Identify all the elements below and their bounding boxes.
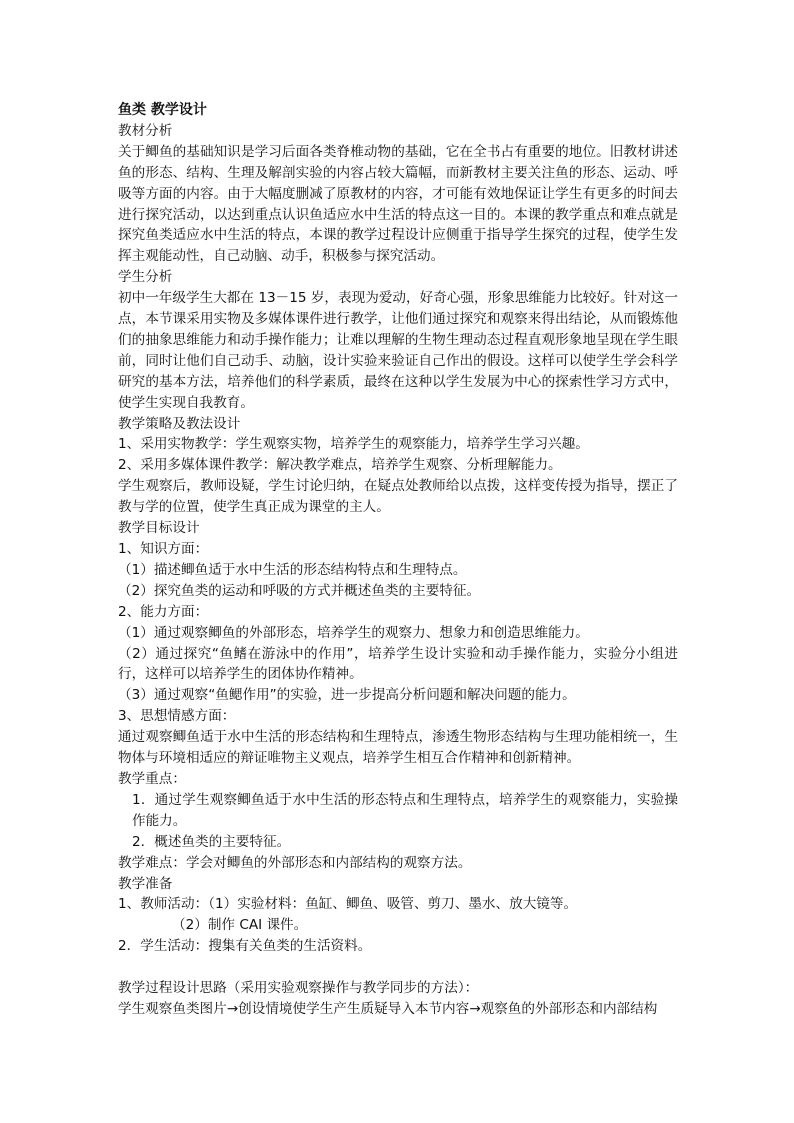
goal-knowledge-item-1: （1）描述鲫鱼适于水中生活的形态结构特点和生理特点。: [118, 561, 467, 578]
goal-emotion-heading: 3、思想情感方面：: [118, 708, 236, 725]
goal-ability-item-2: （2）通过探究“鱼鳍在游泳中的作用”，培养学生设计实验和动手操作能力，实验分小组进行，这样可以培养学生的团体协作精神。: [118, 645, 678, 683]
strategy-item-1: 1、采用实物教学：学生观察实物，培养学生的观察能力，培养学生学习兴趣。: [118, 436, 589, 453]
heading-student: 学生分析: [118, 269, 173, 286]
heading-strategy: 教学策略及教法设计: [118, 415, 241, 432]
document-page: [118, 100, 678, 1020]
prep-item-1b: （2）制作 CAI 课件。: [172, 917, 308, 934]
difficulty-line: 教学难点：学会对鲫鱼的外部形态和内部结构的观察方法。: [118, 854, 472, 871]
goal-emotion-paragraph: 通过观察鲫鱼适于水中生活的形态结构和生理特点，渗透生物形态结构与生理功能相统一，生物体与环境相适应的辩证唯物主义观点，培养学生相互合作精神和创新精神。: [118, 729, 678, 767]
heading-goals: 教学目标设计: [118, 520, 200, 537]
paragraph-student: 初中一年级学生大都在 13－15 岁，表现为爱动，好奇心强，形象思维能力比较好。针对这一点，本节课采用实物及多媒体课件进行教学，让他们通过探究和观察来得出结论，从而锻炼他们的抽象思维能力和动手操作能力；让难以理解的生物生理动态过程直观形象地呈现在学生眼前，同时让他们自己动手、动脑，设计实验来验证自己作出的假设。这样可以使学生学会科学研究的基本方法，培养他们的科学素质，最终在这种以学生发展为中心的探索性学习方式中，使学生实现自我教育。: [118, 290, 678, 411]
page-title: 鱼类 教学设计: [118, 102, 207, 118]
paragraph-process: 学生观察鱼类图片→创设情境使学生产生质疑导入本节内容→观察鱼的外部形态和内部结构: [118, 1000, 658, 1017]
heading-preparation: 教学准备: [118, 875, 173, 892]
goal-ability-item-1: （1）通过观察鲫鱼的外部形态，培养学生的观察力、想象力和创造思维能力。: [118, 624, 589, 641]
goal-knowledge-heading: 1、知识方面：: [118, 541, 209, 558]
prep-item-1: 1、教师活动：（1）实验材料：鱼缸、鲫鱼、吸管、剪刀、墨水、放大镜等。: [118, 896, 578, 913]
blank-line: [118, 957, 678, 978]
goal-ability-item-3: （3）通过观察“鱼鳃作用”的实验，进一步提高分析问题和解决问题的能力。: [118, 687, 576, 704]
goal-ability-heading: 2、能力方面：: [118, 603, 209, 620]
heading-material: 教材分析: [118, 122, 173, 139]
strategy-paragraph: 学生观察后，教师设疑，学生讨论归纳，在疑点处教师给以点拨，这样变传授为指导，摆正了教与学的位置，使学生真正成为课堂的主人。: [118, 478, 678, 516]
paragraph-material: 关于鲫鱼的基础知识是学习后面各类脊椎动物的基础，它在全书占有重要的地位。旧教材讲述鱼的形态、结构、生理及解剖实验的内容占较大篇幅，而新教材主要关注鱼的形态、运动、呼吸等方面的内容。由于大幅度删减了原教材的内容，才可能有效地保证让学生有更多的时间去进行探究活动，以达到重点认识鱼适应水中生活的特点这一目的。本课的教学重点和难点就是探究鱼类适应水中生活的特点，本课的教学过程设计应侧重于指导学生探究的过程，使学生发挥主观能动性，自己动脑、动手，积极参与探究活动。: [118, 143, 678, 265]
key-point-1: 1．通过学生观察鲫鱼适于水中生活的形态特点和生理特点，培养学生的观察能力，实验操作能力。: [132, 791, 678, 829]
key-point-2: 2．概述鱼类的主要特征。: [132, 833, 291, 850]
heading-process: 教学过程设计思路（采用实验观察操作与教学同步的方法）：: [118, 980, 479, 997]
strategy-item-2: 2、采用多媒体课件教学：解决教学难点，培养学生观察、分析理解能力。: [118, 457, 562, 474]
heading-key-points: 教学重点：: [118, 770, 186, 787]
prep-item-2: 2．学生活动：搜集有关鱼类的生活资料。: [118, 938, 372, 955]
goal-knowledge-item-2: （2）探究鱼类的运动和呼吸的方式并概述鱼类的主要特征。: [118, 582, 481, 599]
